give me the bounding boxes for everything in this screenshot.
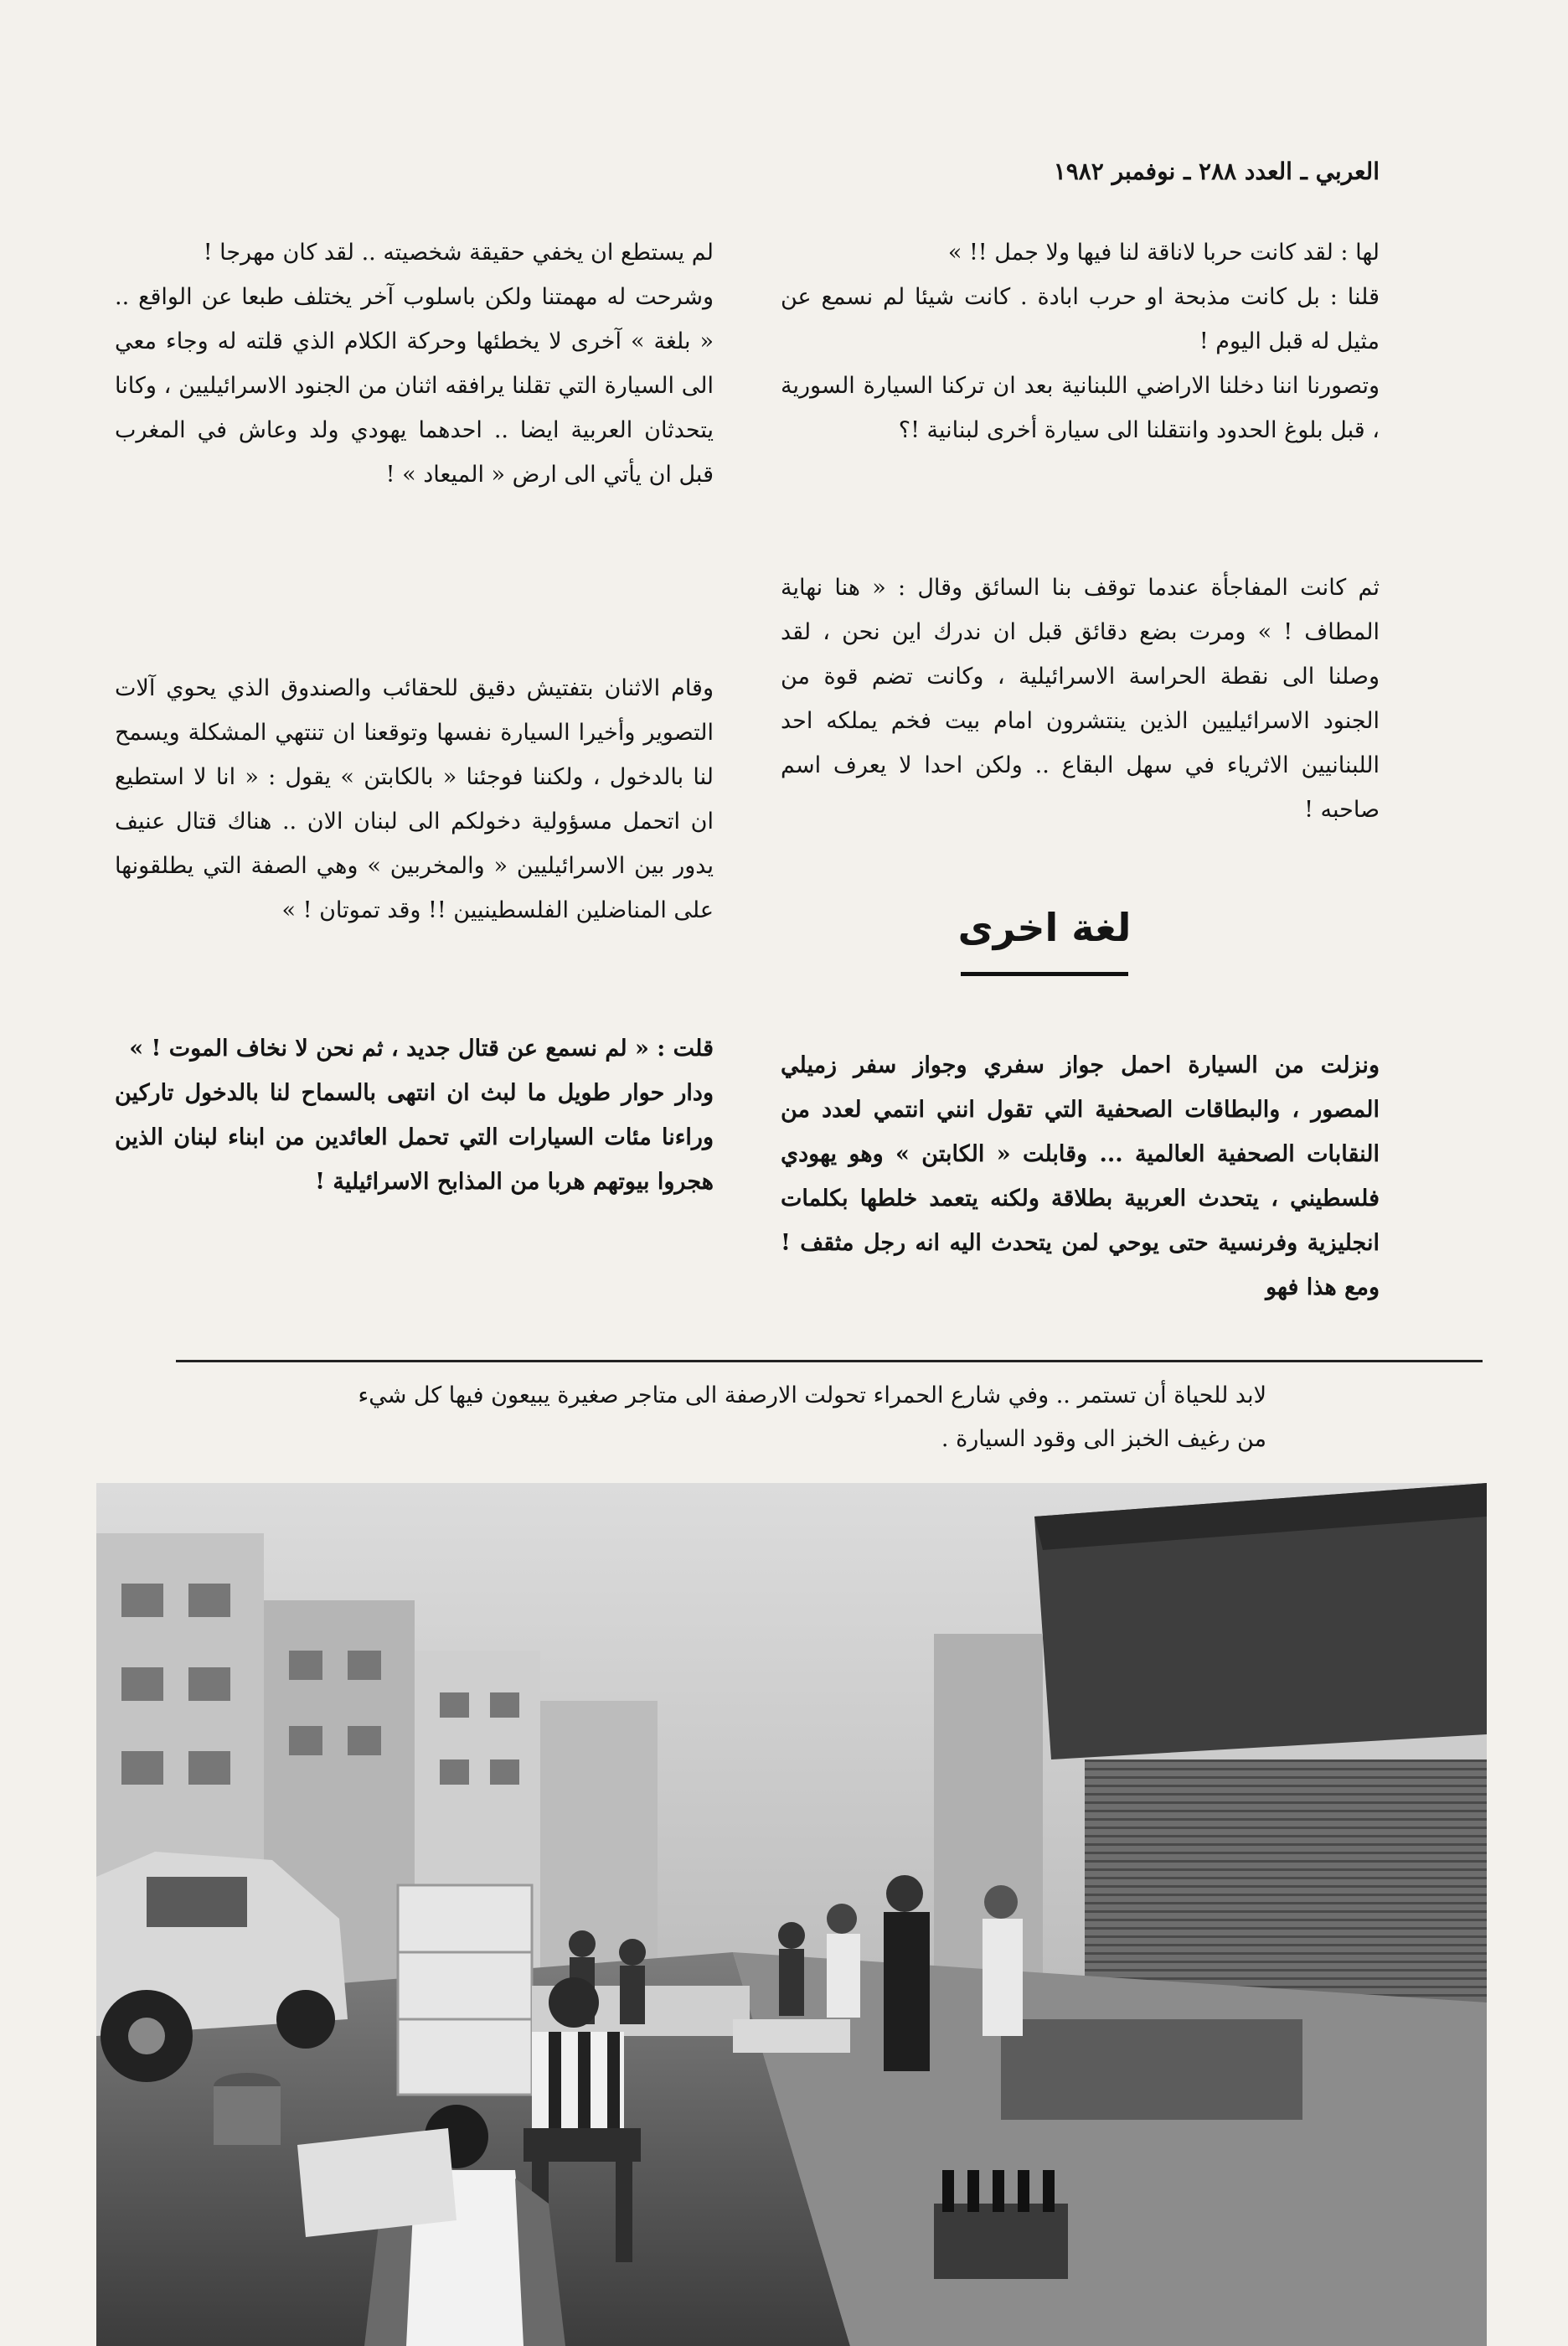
caption-line: من رغيف الخبز الى وقود السيارة . [941,1426,1266,1452]
paragraph: قلنا : بل كانت مذبحة او حرب ابادة . كانت شيئا لم نسمع عن مثيل له قبل اليوم ! [781,284,1380,354]
left-column-block-3 [115,1026,714,1204]
paragraph: وتصورنا اننا دخلنا الاراضي اللبنانية بعد ان تركنا السيارة السورية ، قبل بلوغ الحدود وانتقلنا الى سيارة أخرى لبنانية !؟ [781,373,1380,443]
right-column-block-3 [781,1043,1380,1310]
left-column-block-1 [115,230,714,497]
street-scene-photo [96,1483,1487,2346]
paragraph: لها : لقد كانت حربا لاناقة لنا فيها ولا جمل !! » [947,240,1380,266]
paragraph: ثم كانت المفاجأة عندما توقف بنا السائق وقال : « هنا نهاية المطاف ! » ومرت بضع دقائق قبل ان ندرك اين نحن ، لقد وصلنا الى نقطة الحراسة الاسرائيلية ، وكانت تضم قوة من الجنود الاسرائيليين الذين ينتشرون امام بيت فخم يملكه احد اللبنانيين الاثرياء في سهل البقاع .. ولكن احدا لا يعرف اسم صاحبه ! [781,575,1380,823]
section-divider [176,1360,1483,1362]
subheading-underline [961,972,1128,976]
paragraph: لم يستطع ان يخفي حقيقة شخصيته .. لقد كان مهرجا ! [203,240,714,266]
page-header: العربي ـ العدد ٢٨٨ ـ نوفمبر ١٩٨٢ [1053,158,1380,185]
paragraph: قلت : « لم نسمع عن قتال جديد ، ثم نحن لا نخاف الموت ! » [129,1036,714,1062]
right-column-block-2 [781,566,1380,832]
paragraph: وشرحت له مهمتنا ولكن باسلوب آخر يختلف طبعا عن الواقع .. « بلغة » آخرى لا يخطئها وحركة الكلام الذي قلته له وجاء معي الى السيارة التي تقلنا يرافقه اثنان من الجنود الاسرائيليين ، وكانا يتحدثان العربية ايضا .. احدهما يهودي ولد وعاش في المغرب قبل ان يأتي الى ارض « الميعاد » ! [115,284,714,488]
paragraph: وقام الاثنان بتفتيش دقيق للحقائب والصندوق الذي يحوي آلات التصوير وأخيرا السيارة نفسها وتوقعنا ان تنتهي المشكلة ويسمح لنا بالدخول ، ولكننا فوجئنا « بالكابتن » يقول : « انا لا استطيع ان اتحمل مسؤولية دخولكم الى لبنان الان .. هناك قتال عنيف يدور بين الاسرائيليين « والمخربين » وهي الصفة التي يطلقونها على المناضلين الفلسطينيين !! وقد تموتان ! » [115,675,714,923]
section-subheading [936,905,1153,976]
subheading-text: لغة اخرى [957,905,1132,950]
right-column-block-1 [781,230,1380,452]
paragraph: ونزلت من السيارة احمل جواز سفري وجواز سفر زميلي المصور ، والبطاقات الصحفية التي تقول انني انتمي لعدد من النقابات الصحفية العالمية ... وقابلت « الكابتن » وهو يهودي فلسطيني ، يتحدث العربية بطلاقة ولكنه يتعمد خلطها بكلمات انجليزية وفرنسية حتى يوحي لمن يتحدث اليه انه رجل مثقف ! ومع هذا فهو [781,1052,1380,1300]
paragraph: ودار حوار طويل ما لبث ان انتهى بالسماح لنا بالدخول تاركين وراءنا مئات السيارات التي تحمل العائدين من ابناء لبنان الذين هجروا بيوتهم هربا من المذابح الاسرائيلية ! [115,1080,714,1195]
photo-caption [219,1374,1266,1461]
left-column-block-2 [115,666,714,933]
caption-line: لابد للحياة أن تستمر .. وفي شارع الحمراء تحولت الارصفة الى متاجر صغيرة يبيعون فيها كل شيء [358,1382,1266,1408]
